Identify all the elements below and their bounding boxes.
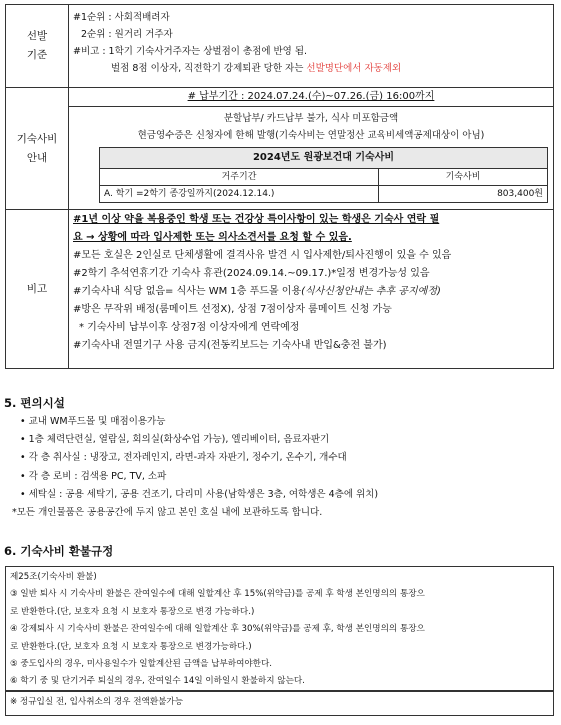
remarks-line-5 — [69, 283, 553, 301]
receipt-note: 현금영수증은 신청자에 한해 발행(기숙사비는 연말정산 교육비세액공제대상이 아님) — [137, 130, 485, 141]
list-item: • 세탁실 : 공용 세탁기, 공용 건조기, 다리미 사용(남학생은 3층, 여학생은 4층에 위치) — [20, 488, 379, 500]
remarks-content — [69, 210, 554, 369]
criteria-content — [69, 5, 554, 88]
fee-table-title: 2024년도 원광보건대 기숙사비 — [100, 148, 548, 169]
fee-row — [6, 88, 554, 210]
list-item: • 1층 체력단련실, 열람실, 회의실(화상수업 가능), 엘리베이터, 음료자판기 — [20, 434, 330, 446]
penalty-red-text: 선발명단에서 자동제외 — [306, 63, 402, 74]
remarks-label: 비고 — [6, 210, 69, 369]
list-item: • 각 층 취사실 : 냉장고, 전자레인지, 라면-과자 자판기, 정수기, 온수기, 개수대 — [20, 452, 347, 464]
payment-note: 분할납부/ 카드납부 불가, 식사 미포함금액 — [223, 113, 399, 124]
remarks-line-5-italic: (식사신청안내는 추후 공지예정) — [301, 286, 441, 297]
fee-table-header-fee: 기숙사비 — [379, 169, 548, 186]
refund-line: 로 반환한다.(단, 보호자 요청 시 보호자 통장으로 변경가능하다.) — [10, 641, 252, 652]
remarks-line-5-text: #기숙사내 식당 없음= 식사는 WM 1층 푸드몰 이용 — [73, 286, 302, 297]
remarks-line-3: #모든 호실은 2인실로 단체생활에 결격사유 발견 시 입사제한/퇴사진행이 있을 수 있음 — [73, 250, 452, 261]
payment-period: # 납부기간 : 2024.07.24.(수)~07.26.(금) 16:00까지 — [69, 88, 553, 107]
remarks-row — [6, 210, 554, 369]
remarks-line-6: #방은 무작위 배정(룸메이트 선정X), 상점 7점이상자 룸메이트 신청 가능 — [73, 304, 392, 315]
remarks-line-7: * 기숙사비 납부이후 상점7점 이상자에게 연락예정 — [79, 322, 300, 333]
fee-table-fee-cell: 803,400원 — [379, 186, 548, 203]
remarks-line-1: #1년 이상 약을 복용중인 학생 또는 건강상 특이사항이 있는 학생은 기숙사 연락 필 — [73, 214, 440, 225]
dorm-info-table — [5, 4, 554, 369]
refund-title: 6. 기숙사비 환불규정 — [4, 544, 114, 558]
refund-footnote-box — [5, 690, 554, 716]
facilities-list — [20, 413, 378, 504]
refund-line: 로 반환한다.(단, 보호자 요청 시 보호자 통장으로 변경 가능하다.) — [10, 606, 255, 617]
refund-line: ④ 강제퇴사 시 기숙사비 환불은 잔여일수에 대해 일할계산 후 30%(위약금)를 공제 후, 학생 본인명의의 통장으 — [10, 624, 425, 635]
refund-rules-box — [5, 566, 554, 692]
fee-table-period-cell: A. 학기 =2학기 종강일까지(2024.12.14.) — [100, 186, 379, 203]
table-row — [100, 186, 548, 203]
penalty-text: 벌점 8점 이상자, 직전학기 강제퇴관 당한 자는 — [111, 63, 307, 74]
refund-line: ⑥ 학기 중 및 단기거주 퇴실의 경우, 잔여일수 14일 이하일시 환불하지 않는다. — [10, 676, 305, 687]
criteria-line-1: #1순위 : 사회적배려자 — [73, 12, 170, 23]
facilities-note: *모든 개인물품은 공용공간에 두지 않고 본인 호실 내에 보관하도록 합니다. — [12, 507, 323, 518]
remarks-line-2: 요 → 상황에 따라 입사제한 또는 의사소견서를 요청 할 수 있음. — [73, 232, 352, 243]
list-item: • 교내 WM푸드몰 및 매점이용가능 — [20, 416, 166, 427]
list-item: • 각 층 로비 : 검색용 PC, TV, 소파 — [20, 470, 167, 482]
facilities-title: 5. 편의시설 — [4, 396, 65, 410]
criteria-line-3: #비고 : 1학기 기숙사거주자는 상벌점이 총점에 반영 됨. — [73, 46, 308, 57]
criteria-line-4 — [69, 60, 553, 77]
criteria-label: 선발 기준 — [6, 5, 69, 88]
refund-line: 제25조(기숙사비 환불) — [10, 572, 97, 582]
fee-table-header-period: 거주기간 — [100, 169, 379, 186]
remarks-line-8: #기숙사내 전열기구 사용 금지(전동킥보드는 기숙사내 반입&충전 불가) — [73, 340, 387, 351]
refund-footnote: ※ 정규입실 전, 입사취소의 경우 전액환불가능 — [10, 697, 184, 707]
refund-line: ③ 일반 퇴사 시 기숙사비 환불은 잔여일수에 대해 일할계산 후 15%(위약금)를 공제 후 학생 본인명의의 통장으 — [10, 589, 425, 600]
criteria-row — [6, 5, 554, 88]
fee-table — [99, 147, 548, 203]
fee-content — [69, 88, 554, 210]
refund-line: ⑤ 중도입사의 경우, 미사용일수가 일할계산된 금액을 납부하여야한다. — [10, 659, 273, 670]
criteria-line-2: 2순위 : 원거리 거주자 — [81, 29, 173, 40]
remarks-line-4: #2학기 추석연휴기간 기숙사 휴관(2024.09.14.~09.17.)*일정 변경가능성 있음 — [73, 268, 430, 279]
fee-label: 기숙사비 안내 — [6, 88, 69, 210]
